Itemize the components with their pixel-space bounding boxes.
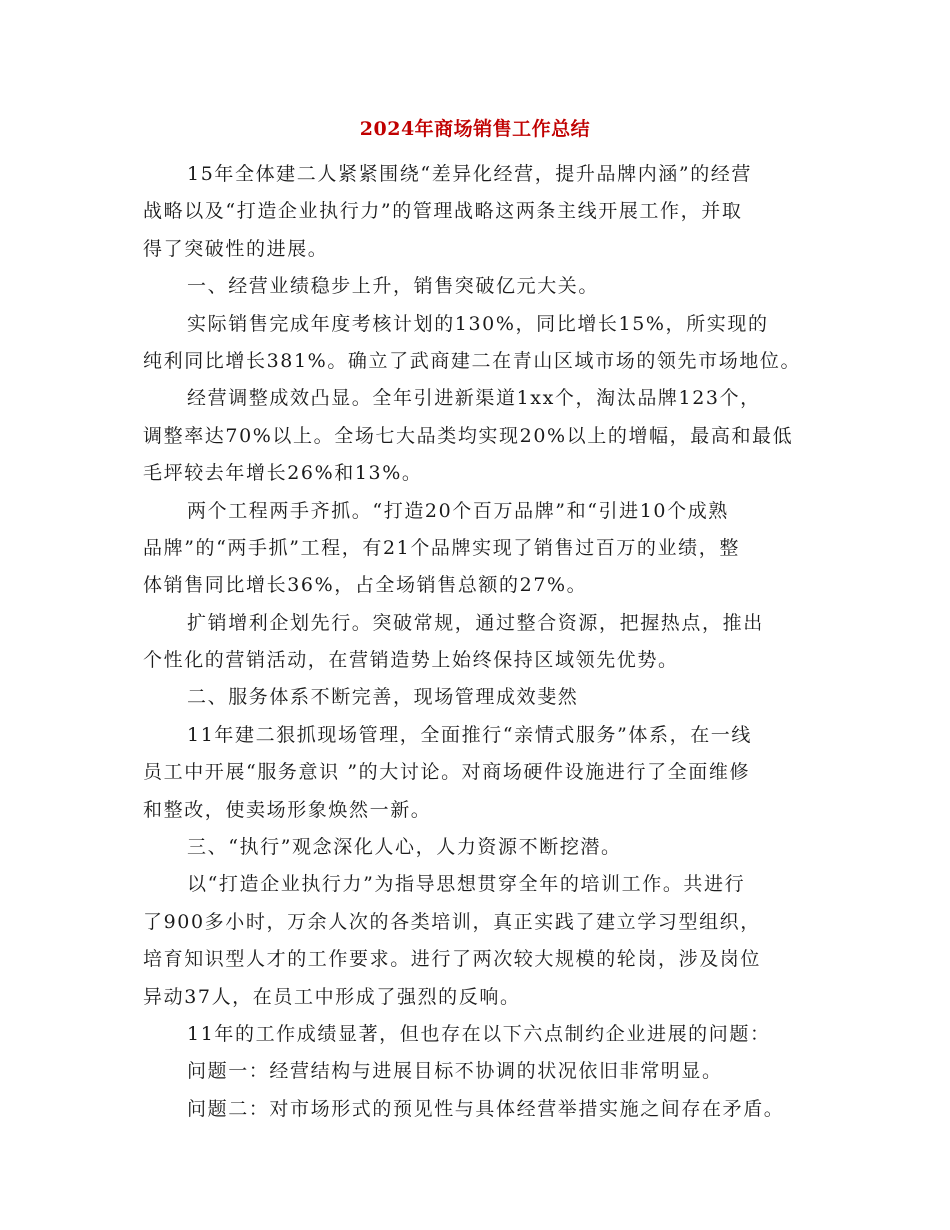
document-line: 问题二：对市场形式的预见性与具体经营举措实施之间存在矛盾。 xyxy=(187,1097,785,1120)
document-line: 员工中开展“服务意识 ”的大讨论。对商场硬件设施进行了全面维修 xyxy=(143,761,751,784)
document-line: 一、经营业绩稳步上升，销售突破亿元大关。 xyxy=(187,275,600,298)
document-line: 经营调整成效凸显。全年引进新渠道1xx个，淘汰品牌123个， xyxy=(187,387,761,410)
document-line: 得了突破性的进展。 xyxy=(143,237,329,260)
document-line: 扩销增利企划先行。突破常规，通过整合资源，把握热点，推出 xyxy=(187,611,764,634)
document-line: 11年建二狠抓现场管理，全面推行“亲情式服务”体系，在一线 xyxy=(187,723,753,746)
document-line: 体销售同比增长36%，占全场销售总额的27%。 xyxy=(143,574,588,597)
document-line: 11年的工作成绩显著，但也存在以下六点制约企业进展的问题： xyxy=(187,1022,771,1045)
document-line: 实际销售完成年度考核计划的130%，同比增长15%，所实现的 xyxy=(187,312,769,335)
document-line: 异动37人，在员工中形成了强烈的反响。 xyxy=(143,985,521,1008)
document-line: 15年全体建二人紧紧围绕“差异化经营，提升品牌内涵”的经营 xyxy=(187,163,753,185)
document-line: 个性化的营销活动，在营销造势上始终保持区域领先优势。 xyxy=(143,649,679,672)
document-line: 问题一：经营结构与进展目标不协调的状况依旧非常明显。 xyxy=(187,1060,723,1083)
document-line: 以“打造企业执行力”为指导思想贯穿全年的培训工作。共进行 xyxy=(187,873,746,896)
document-line: 和整改，使卖场形象焕然一新。 xyxy=(143,798,432,821)
document-body xyxy=(143,156,833,1128)
document-line: 战略以及“打造企业执行力”的管理战略这两条主线开展工作，并取 xyxy=(143,200,743,223)
document-line: 培育知识型人才的工作要求。进行了两次较大规模的轮岗，涉及岗位 xyxy=(143,948,762,971)
document-line: 三、“执行”观念深化人心，人力资源不断挖潜。 xyxy=(187,836,622,859)
document-line: 两个工程两手齐抓。“打造20个百万品牌”和“引进10个成熟 xyxy=(187,499,729,522)
document-line: 二、服务体系不断完善，现场管理成效斐然 xyxy=(187,686,579,709)
document-title: 2024年商场销售工作总结 xyxy=(359,118,591,140)
document-line: 纯利同比增长381%。确立了武商建二在青山区域市场的领先市场地位。 xyxy=(143,349,802,372)
document-line: 了900多小时，万余人次的各类培训，真正实践了建立学习型组织， xyxy=(143,910,761,933)
document-line: 毛坪较去年增长26%和13%。 xyxy=(143,462,423,485)
document-line: 品牌”的“两手抓”工程，有21个品牌实现了销售过百万的业绩，整 xyxy=(143,536,740,559)
document-line: 调整率达70%以上。全场七大品类均实现20%以上的增幅，最高和最低 xyxy=(143,424,794,447)
